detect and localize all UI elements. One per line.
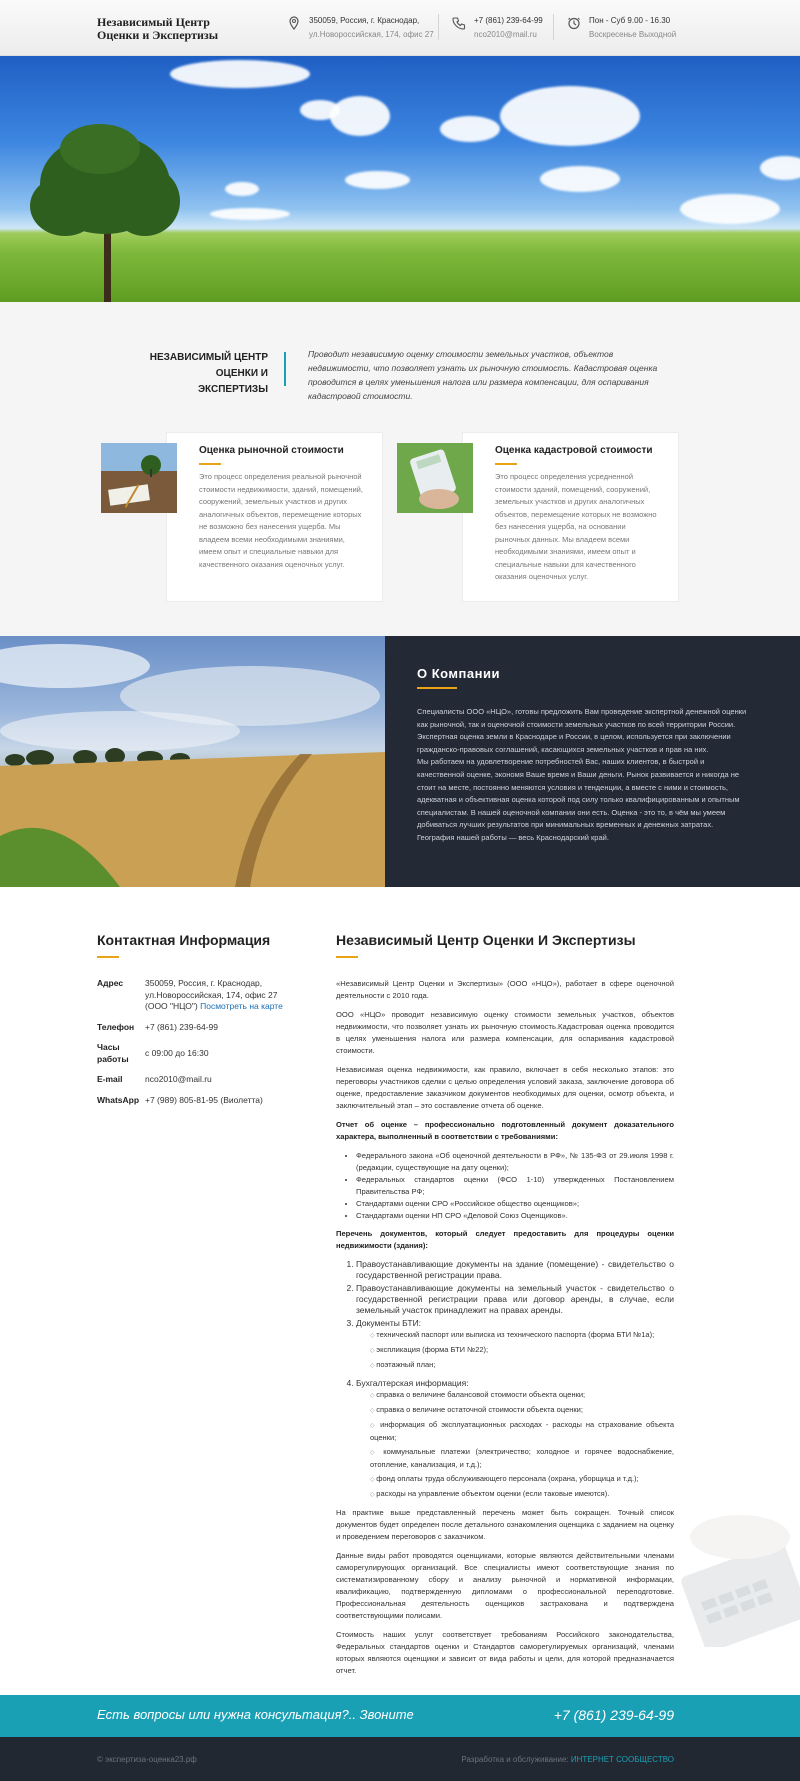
contact-row-hours: Часы работы с 09:00 до 16:30 bbox=[97, 1042, 209, 1064]
calculator-image bbox=[670, 1497, 800, 1647]
clock-icon bbox=[567, 16, 581, 30]
service-title[interactable]: Оценка кадастровой стоимости bbox=[495, 445, 653, 456]
map-link[interactable]: Посмотреть на карте bbox=[200, 1001, 283, 1011]
email-link[interactable]: nco2010@mail.ru bbox=[145, 1074, 212, 1084]
title-underline bbox=[199, 463, 221, 465]
intro-accent-bar bbox=[284, 352, 286, 386]
contacts-title: Контактная Информация bbox=[97, 932, 271, 948]
phone-icon bbox=[452, 16, 466, 30]
requirements-list: • Федерального закона «Об оценочной деятельности в РФ», № 135-ФЗ от 29.июля 1998 г. (редакции, существующие на дату оценки); • Федеральных стандартов оценки (ФСО 1-10) утвержденных Постановлением Правительства РФ; • Стандартами оценки СРО «Российское общество оценщиков»; • Стандартами оценки НП СРО «Деловой Союз Оценщиков». bbox=[356, 1150, 674, 1222]
about-text: Специалисты ООО «НЦО», готовы предложить Вам проведение экспертной денежной оценки как рыночной, так и оценочной стоимости земельных участков по всей территории России. Экспертная оценка земли в Краснодаре и России, в целом, используется при заключении гражданско-правовых соглашений, касающихся земельных участков и прав на них. Мы работаем на удовлетворение потребностей Вас, наших клиентов, в быстрой и качественной оценке, экономя Ваше время и Ваши деньги. Рынок развивается и никогда не стоит на месте, постоянно меняются условия и тенденции, а вместе с ними и стоимость, адекватная и объективная оценка которой под силу только квалифицированным и опытным специалистам. В нашей оценочной компании они есть. Оценка - это то, в чём мы умеем добиваться лучших результатов при минимальных временных и денежных затратах. География нашей работы — весь Краснодарский край. bbox=[417, 707, 747, 842]
service-text: Это процесс определения усредненной стоимости зданий, помещений, сооружений, земельных участков и других аналогичных объектов, перемещение которых не возможно без нанесения ущерба, на основании рыночных данных. Мы владеем всеми необходимыми знаниями, имеем опыт и специальные навыки для качественного оказания оценочных услуг. bbox=[495, 472, 657, 581]
cta-text: Есть вопросы или нужна консультация?.. Звоните bbox=[97, 1707, 414, 1722]
contact-info bbox=[97, 932, 297, 1115]
title-underline bbox=[97, 956, 119, 958]
service-image-market bbox=[101, 443, 177, 513]
email-address[interactable]: nco2010@mail.ru bbox=[474, 30, 537, 39]
about-title: О Компании bbox=[417, 666, 500, 681]
address-line1: 350059, Россия, г. Краснодар, bbox=[309, 16, 420, 25]
phone-number[interactable]: +7 (861) 239-64-99 bbox=[474, 16, 543, 25]
intro-section bbox=[0, 302, 800, 432]
about-content bbox=[385, 636, 800, 887]
bti-list: ◇ технический паспорт или выписка из технического паспорта (форма БТИ №1а); ◇ экспликация (форма БТИ №22); ◇ поэтажный план; bbox=[370, 1329, 674, 1372]
intro-company-name: НЕЗАВИСИМЫЙ ЦЕНТР ОЦЕНКИ И ЭКСПЕРТИЗЫ bbox=[149, 352, 268, 395]
cta-phone[interactable]: +7 (861) 239-64-99 bbox=[553, 1707, 674, 1723]
title-underline bbox=[336, 956, 358, 958]
article-body: «Независимый Центр Оценки и Экспертизы» (ООО «НЦО»), работает в сфере оценочной деятельности с 2010 года. ООО «НЦО» проводит независимую оценку стоимости земельных участков, объектов недвижимости, что позволяет узнать их рыночную стоимость.Кадастровая оценка проводится в целях уменьшения налога или размера компенсации, для оспаривания кадастровой стоимости. Независимая оценка недвижимости, как правило, включает в себя несколько этапов: это переговоры участников сделки с целью определения условий заказа, заключение договора об оценке, предоставление заказчиком документов необходимых для оценки, осмотр объекта, и заключительный этап – это составление отчета об оценке. Отчет об оценке – профессионально подготовленный документ доказательного характера, выполненный в соответствии с требованиями: • Федерального закона «Об оценочной деятельности в РФ», № 135-ФЗ от 29.июля 1998 г. (редакции, существующие на дату оценки); • Федеральных стандартов оценки (ФСО 1-10) утвержденных Постановлением Правительства РФ; • Стандартами оценки СРО «Российское общество оценщиков»; • Стандартами оценки НП СРО «Деловой Союз Оценщиков». Перечень документов, который следует предоставить для процедуры оценки недвижимости (здания): 1. Правоустанавливающие документы на здание (помещение) - свидетельство о государственной регистрации права. 2. Правоустанавливающие документы на земельный участок - свидетельство о государственной регистрации права или договор аренды, в случае, если земельный участок принадлежит на правах аренды. 3. Документы БТИ: ◇ технический паспорт или выписка из технического паспорта (форма БТИ №1а); ◇ экспликация (форма БТИ №22); ◇ поэтажный план; 4. Бухгалтерская информация: ◇ справка о величине балансовой стоимости объекта оценки; ◇ справка о величине остаточной стоимости объекта оценки; ◇ информация об эксплуатационных расходах - расходы на страхование объекта оценки; ◇ коммунальные платежи (электричество; холодное и горячее водоснабжение, отопление, канализация, и т.д.); ◇ фонд оплаты труда обслуживающего персонала (охрана, уборщица и т.д.); ◇ расходы на управление объектом оценки (если таковые имеются). На практике выше представленный перечень может быть сокращен. Точный список документов будет определен после детального ознакомления оценщика с заданием на оценку и проведением переговоров с заказчиком. Данные виды работ проводятся оценщиками, которые являются действительными членами саморегулирующих организаций. Все специалисты имеют соответствующие знания по систематизированному сбору и анализу рыночной и нормативной информации, квалификацию, подтвержденную дипломами о профессиональной переподготовке. Профессиональная деятельность оценщиков застрахована и подтверждена соответствующими полисами. Стоимость наших услуг соответствует требованиям Российского законодательства, Федеральных стандартов оценки и Стандартов саморегулируемых организаций, членами которых являются оценщики и зависит от вида работы и цели, для которой предназначается отчет. bbox=[336, 978, 674, 1677]
service-title[interactable]: Оценка рыночной стоимости bbox=[199, 445, 344, 456]
logo[interactable] bbox=[97, 16, 237, 42]
contact-row-phone: Телефон +7 (861) 239-64-99 bbox=[97, 1021, 219, 1032]
company-article bbox=[336, 932, 674, 1684]
developer-link[interactable]: ИНТЕРНЕТ СООБЩЕСТВО bbox=[570, 1755, 674, 1764]
address-line2: ул.Новороссийская, 174, офис 27 bbox=[309, 30, 434, 39]
title-underline bbox=[417, 687, 457, 689]
header-phone bbox=[452, 14, 543, 42]
hours-line1: Пон - Суб 9.00 - 16.30 bbox=[589, 16, 671, 25]
cta-banner bbox=[0, 1695, 800, 1737]
documents-list: 1. Правоустанавливающие документы на здание (помещение) - свидетельство о государственной регистрации права. 2. Правоустанавливающие документы на земельный участок - свидетельство о государственной регистрации права или договор аренды, в случае, если земельный участок принадлежит на правах аренды. 3. Документы БТИ: ◇ технический паспорт или выписка из технического паспорта (форма БТИ №1а); ◇ экспликация (форма БТИ №22); ◇ поэтажный план; 4. Бухгалтерская информация: ◇ справка о величине балансовой стоимости объекта оценки; ◇ справка о величине остаточной стоимости объекта оценки; ◇ информация об эксплуатационных расходах - расходы на страхование объекта оценки; ◇ коммунальные платежи (электричество; холодное и горячее водоснабжение, отопление, канализация, и т.д.); ◇ фонд оплаты труда обслуживающего персонала (охрана, уборщица и т.д.); ◇ расходы на управление объектом оценки (если таковые имеются). bbox=[356, 1259, 674, 1501]
header-address bbox=[287, 14, 434, 42]
service-card-cadastral[interactable] bbox=[462, 432, 679, 602]
contact-row-address: Адрес 350059, Россия, г. Краснодар, ул.Новороссийская, 174, офис 27 (ООО "НЦО") Посмотреть на карте bbox=[97, 978, 283, 1011]
service-text: Это процесс определения реальной рыночной стоимости недвижимости, зданий, помещений, сооружений, земельных участков и других аналогичных объектов, перемещение которых не возможно без нанесения ущерба. Мы владеем всеми необходимыми знаниями, имеем опыт и специальные навыки для качественного оказания оценочных услуг. bbox=[199, 472, 363, 569]
hero-banner bbox=[0, 56, 800, 302]
site-footer bbox=[0, 1737, 800, 1781]
logo-line2: Оценки и Экспертизы bbox=[97, 28, 219, 42]
copyright: © экспертиза-оценка23.рф bbox=[97, 1755, 197, 1764]
accounting-list: ◇ справка о величине балансовой стоимости объекта оценки; ◇ справка о величине остаточной стоимости объекта оценки; ◇ информация об эксплуатационных расходах - расходы на страхование объекта оценки; ◇ коммунальные платежи (электричество; холодное и горячее водоснабжение, отопление, канализация, и т.д.); ◇ фонд оплаты труда обслуживающего персонала (охрана, уборщица и т.д.); ◇ расходы на управление объектом оценки (если таковые имеются). bbox=[370, 1389, 674, 1501]
header-hours bbox=[567, 14, 676, 42]
services-section bbox=[0, 432, 800, 636]
contact-row-whatsapp: WhatsApp +7 (989) 805-81-95 (Виолетта) bbox=[97, 1094, 263, 1105]
divider bbox=[438, 14, 439, 40]
divider bbox=[553, 14, 554, 40]
main-content bbox=[0, 887, 800, 1695]
intro-text: Проводит независимую оценку стоимости земельных участков, объектов недвижимости, что позволяет узнать их рыночную стоимость. Кадастровая оценка проводится в целях уменьшения налога или размера компенсации, для оспаривания кадастровой стоимости. bbox=[308, 349, 658, 401]
about-section bbox=[0, 636, 800, 887]
title-underline bbox=[495, 463, 517, 465]
logo-line1: Независимый Центр bbox=[97, 15, 210, 29]
developer-credit: Разработка и обслуживание: ИНТЕРНЕТ СООБЩЕСТВО bbox=[461, 1755, 674, 1764]
service-card-market[interactable] bbox=[166, 432, 383, 602]
service-image-cadastral bbox=[397, 443, 473, 513]
contact-row-email: E-mail nco2010@mail.ru bbox=[97, 1074, 212, 1084]
map-pin-icon bbox=[287, 16, 301, 30]
hours-line2: Воскресенье Выходной bbox=[589, 30, 677, 39]
site-header bbox=[0, 0, 800, 56]
article-title: Независимый Центр Оценки И Экспертизы bbox=[336, 932, 636, 948]
wheat-field-image bbox=[0, 636, 385, 887]
